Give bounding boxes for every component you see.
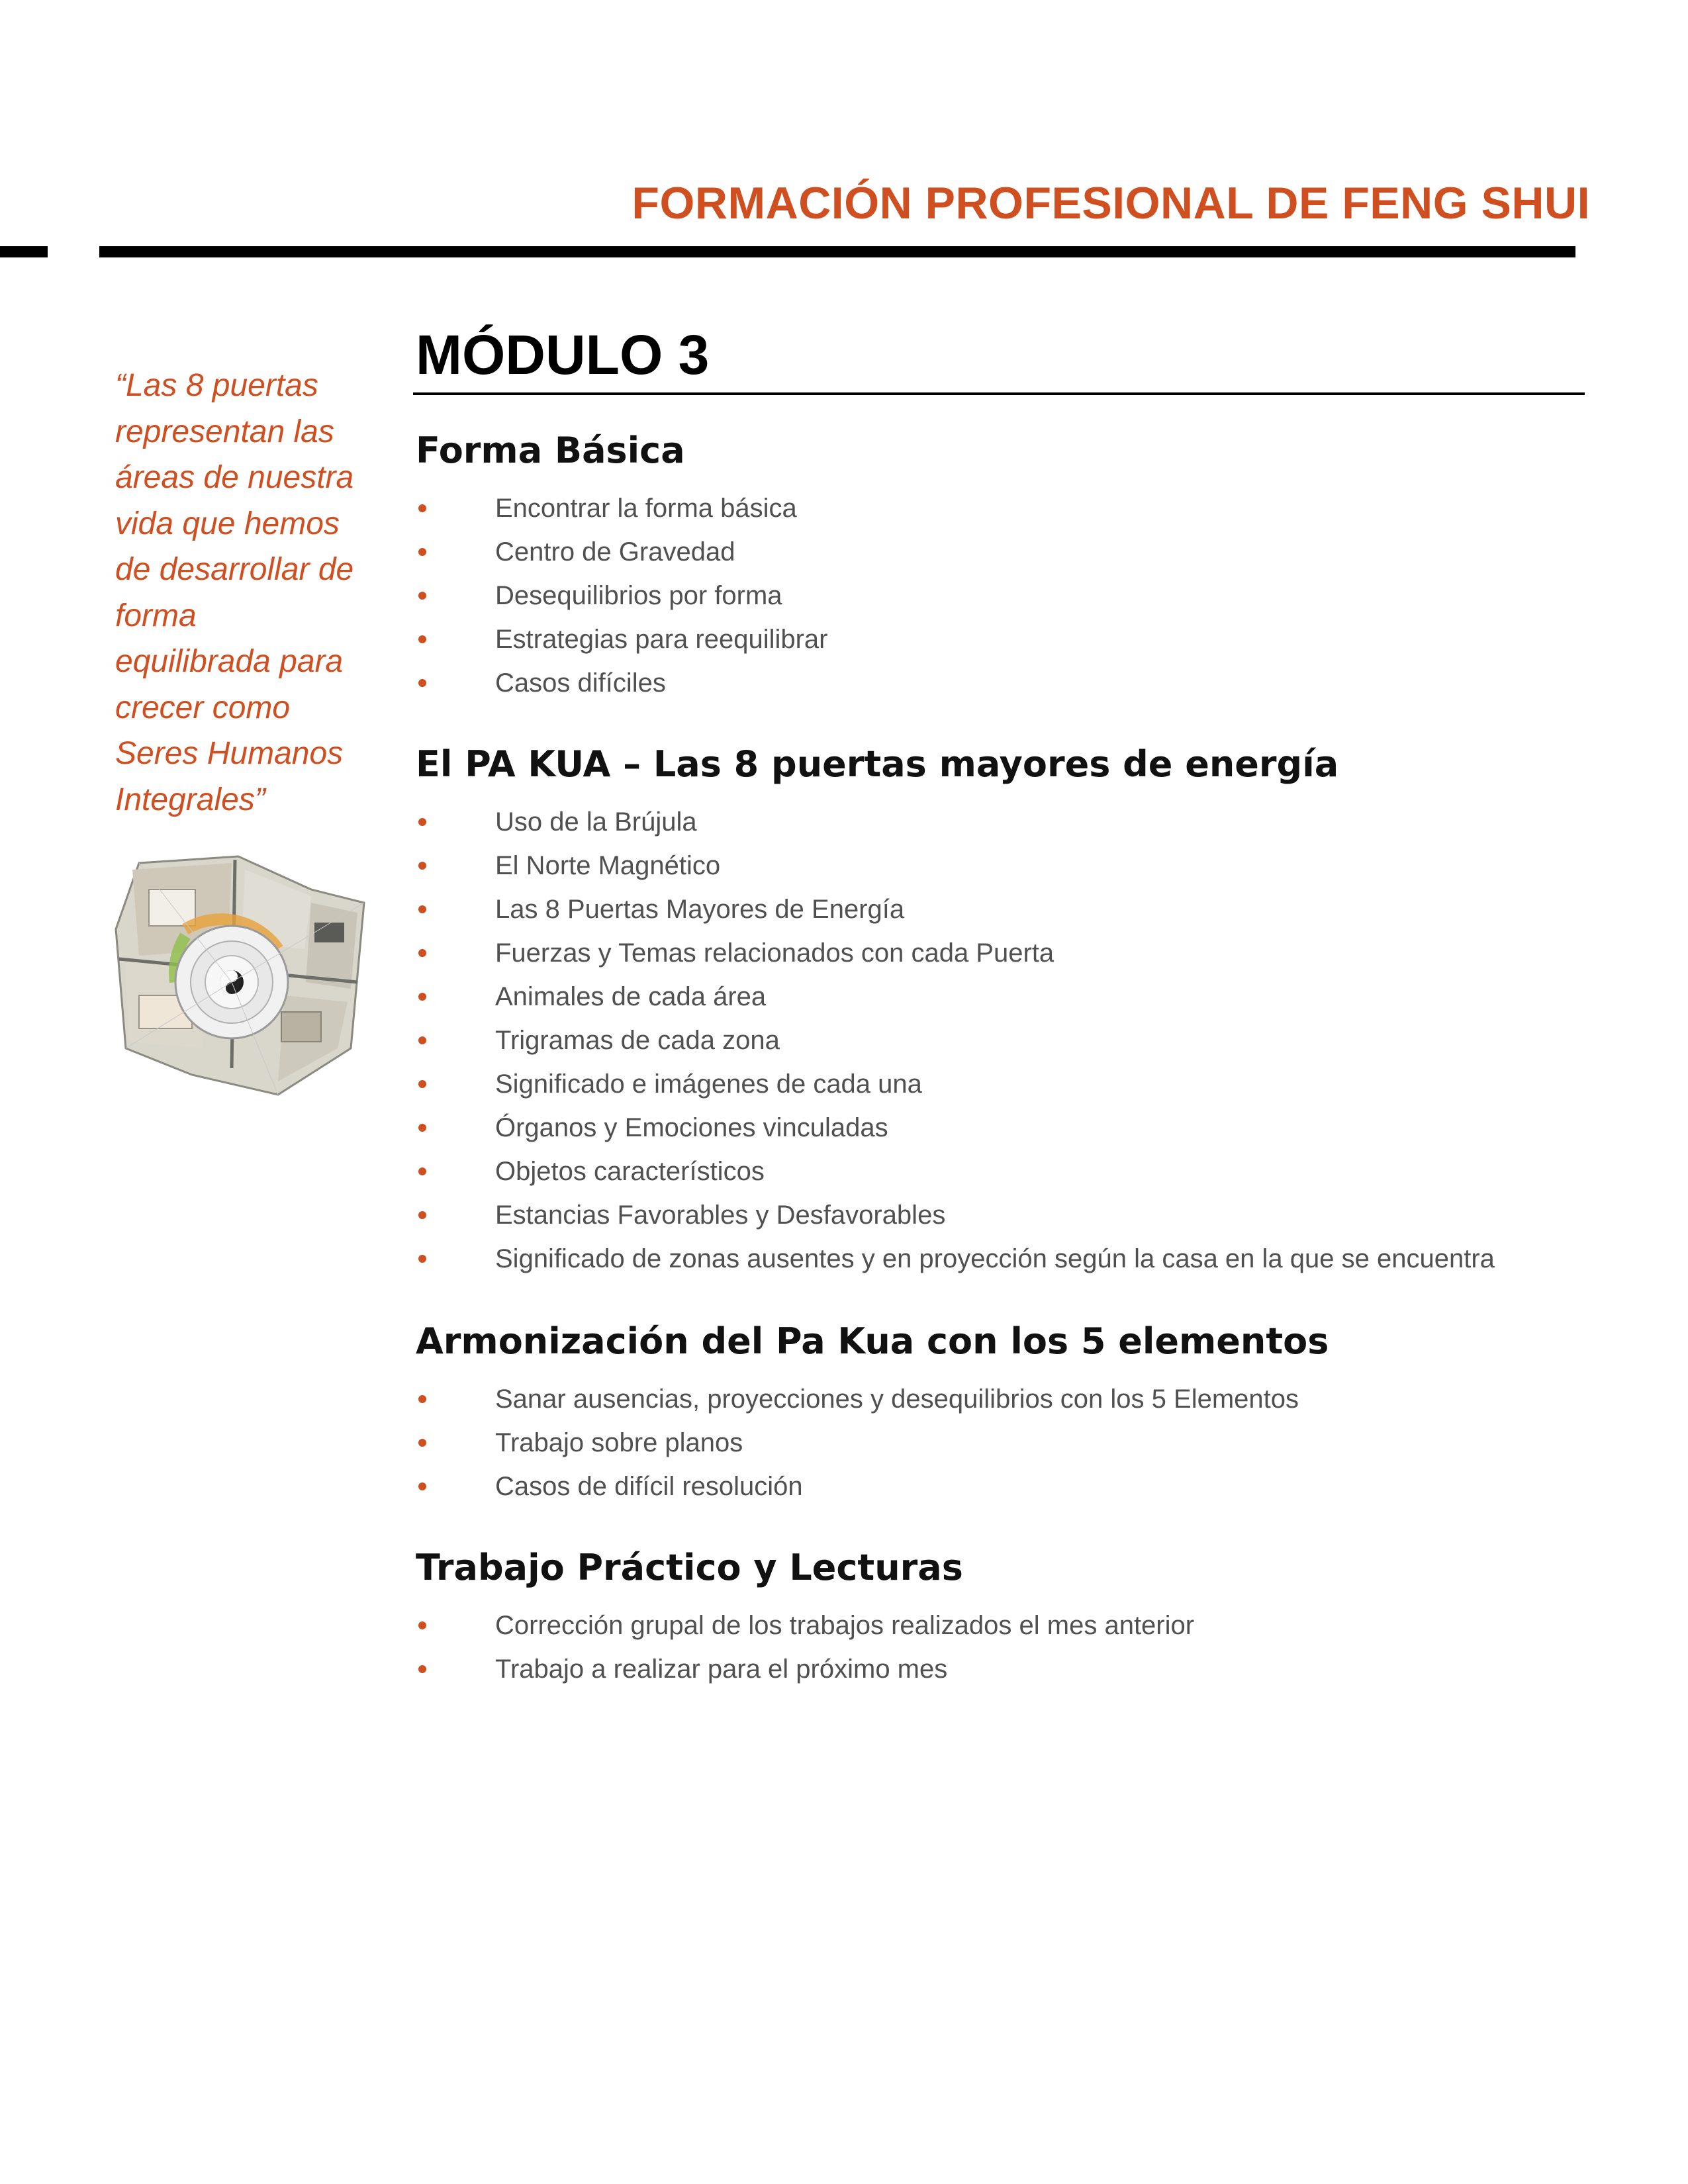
section-list [416,1382,1581,1513]
bullet-icon [418,1036,426,1044]
list-item: Casos de difícil resolución [416,1469,1581,1513]
list-item: Desequilibrios por forma [416,578,1581,622]
bullet-icon [418,1211,426,1219]
list-item: Corrección grupal de los trabajos realizados el mes anterior [416,1608,1581,1652]
header-rule [99,246,1575,257]
quote-line: “Las 8 puertas [115,368,318,403]
quote-line: áreas de nuestra [115,460,354,495]
list-item: Casos difíciles [416,666,1581,709]
list-item: Centro de Gravedad [416,535,1581,578]
quote-line: crecer como [115,690,291,725]
bullet-icon [418,1124,426,1132]
list-item: Encontrar la forma básica [416,491,1581,535]
bullet-icon [418,1167,426,1175]
bullet-icon [418,1665,426,1673]
section-heading: El PA KUA – Las 8 puertas mayores de energía [416,743,1339,785]
list-item: Las 8 Puertas Mayores de Energía [416,892,1581,936]
bullet-icon [418,949,426,957]
bullet-icon [418,905,426,913]
quote-line: representan las [115,414,334,449]
bullet-icon [418,504,426,512]
sidebar-quote [115,363,380,823]
section-pa-kua [416,743,1581,1285]
quote-line: Seres Humanos [115,736,344,771]
list-item: Sanar ausencias, proyecciones y desequilibrios con los 5 Elementos [416,1382,1581,1426]
quote-line: equilibrada para [115,644,344,679]
bullet-icon [418,679,426,687]
list-item: El Norte Magnético [416,848,1581,892]
section-list [416,805,1581,1285]
list-item: Estrategias para reequilibrar [416,622,1581,666]
floor-plan-pakua-image [113,850,367,1101]
list-item: Trabajo sobre planos [416,1426,1581,1469]
section-list [416,491,1581,709]
section-armonizacion [416,1320,1581,1513]
list-item: Significado de zonas ausentes y en proyección según la casa en la que se encuentra [416,1242,1581,1285]
quote-line: vida que hemos [115,506,340,541]
bullet-icon [418,1621,426,1629]
list-item: Estancias Favorables y Desfavorables [416,1198,1581,1242]
section-forma-basica [416,430,1581,709]
bullet-icon [418,862,426,870]
bullet-icon [418,818,426,826]
page-header-title: FORMACIÓN PROFESIONAL DE FENG SHUI [632,178,1590,228]
bullet-icon [418,592,426,600]
section-heading: Armonización del Pa Kua con los 5 elementos [416,1320,1329,1362]
module-title: MÓDULO 3 [416,324,710,386]
section-heading: Forma Básica [416,430,685,471]
list-item: Fuerzas y Temas relacionados con cada Puerta [416,936,1581,979]
bullet-icon [418,548,426,556]
bullet-icon [418,1439,426,1447]
quote-line: de desarrollar de [115,552,354,587]
bullet-icon [418,993,426,1001]
quote-line: Integrales” [115,782,265,817]
header-rule-left [0,246,48,257]
module-title-rule [413,392,1585,395]
section-list [416,1608,1581,1696]
bullet-icon [418,1255,426,1263]
quote-line: forma [115,598,197,633]
bullet-icon [418,1395,426,1403]
section-trabajo-practico [416,1547,1581,1696]
list-item: Trigramas de cada zona [416,1023,1581,1067]
bullet-icon [418,1080,426,1088]
list-item: Objetos característicos [416,1154,1581,1198]
list-item: Uso de la Brújula [416,805,1581,848]
list-item: Significado e imágenes de cada una [416,1067,1581,1111]
list-item: Trabajo a realizar para el próximo mes [416,1652,1581,1696]
bullet-icon [418,1482,426,1490]
list-item: Órganos y Emociones vinculadas [416,1111,1581,1154]
bullet-icon [418,635,426,643]
section-heading: Trabajo Práctico y Lecturas [416,1547,963,1588]
list-item: Animales de cada área [416,979,1581,1023]
